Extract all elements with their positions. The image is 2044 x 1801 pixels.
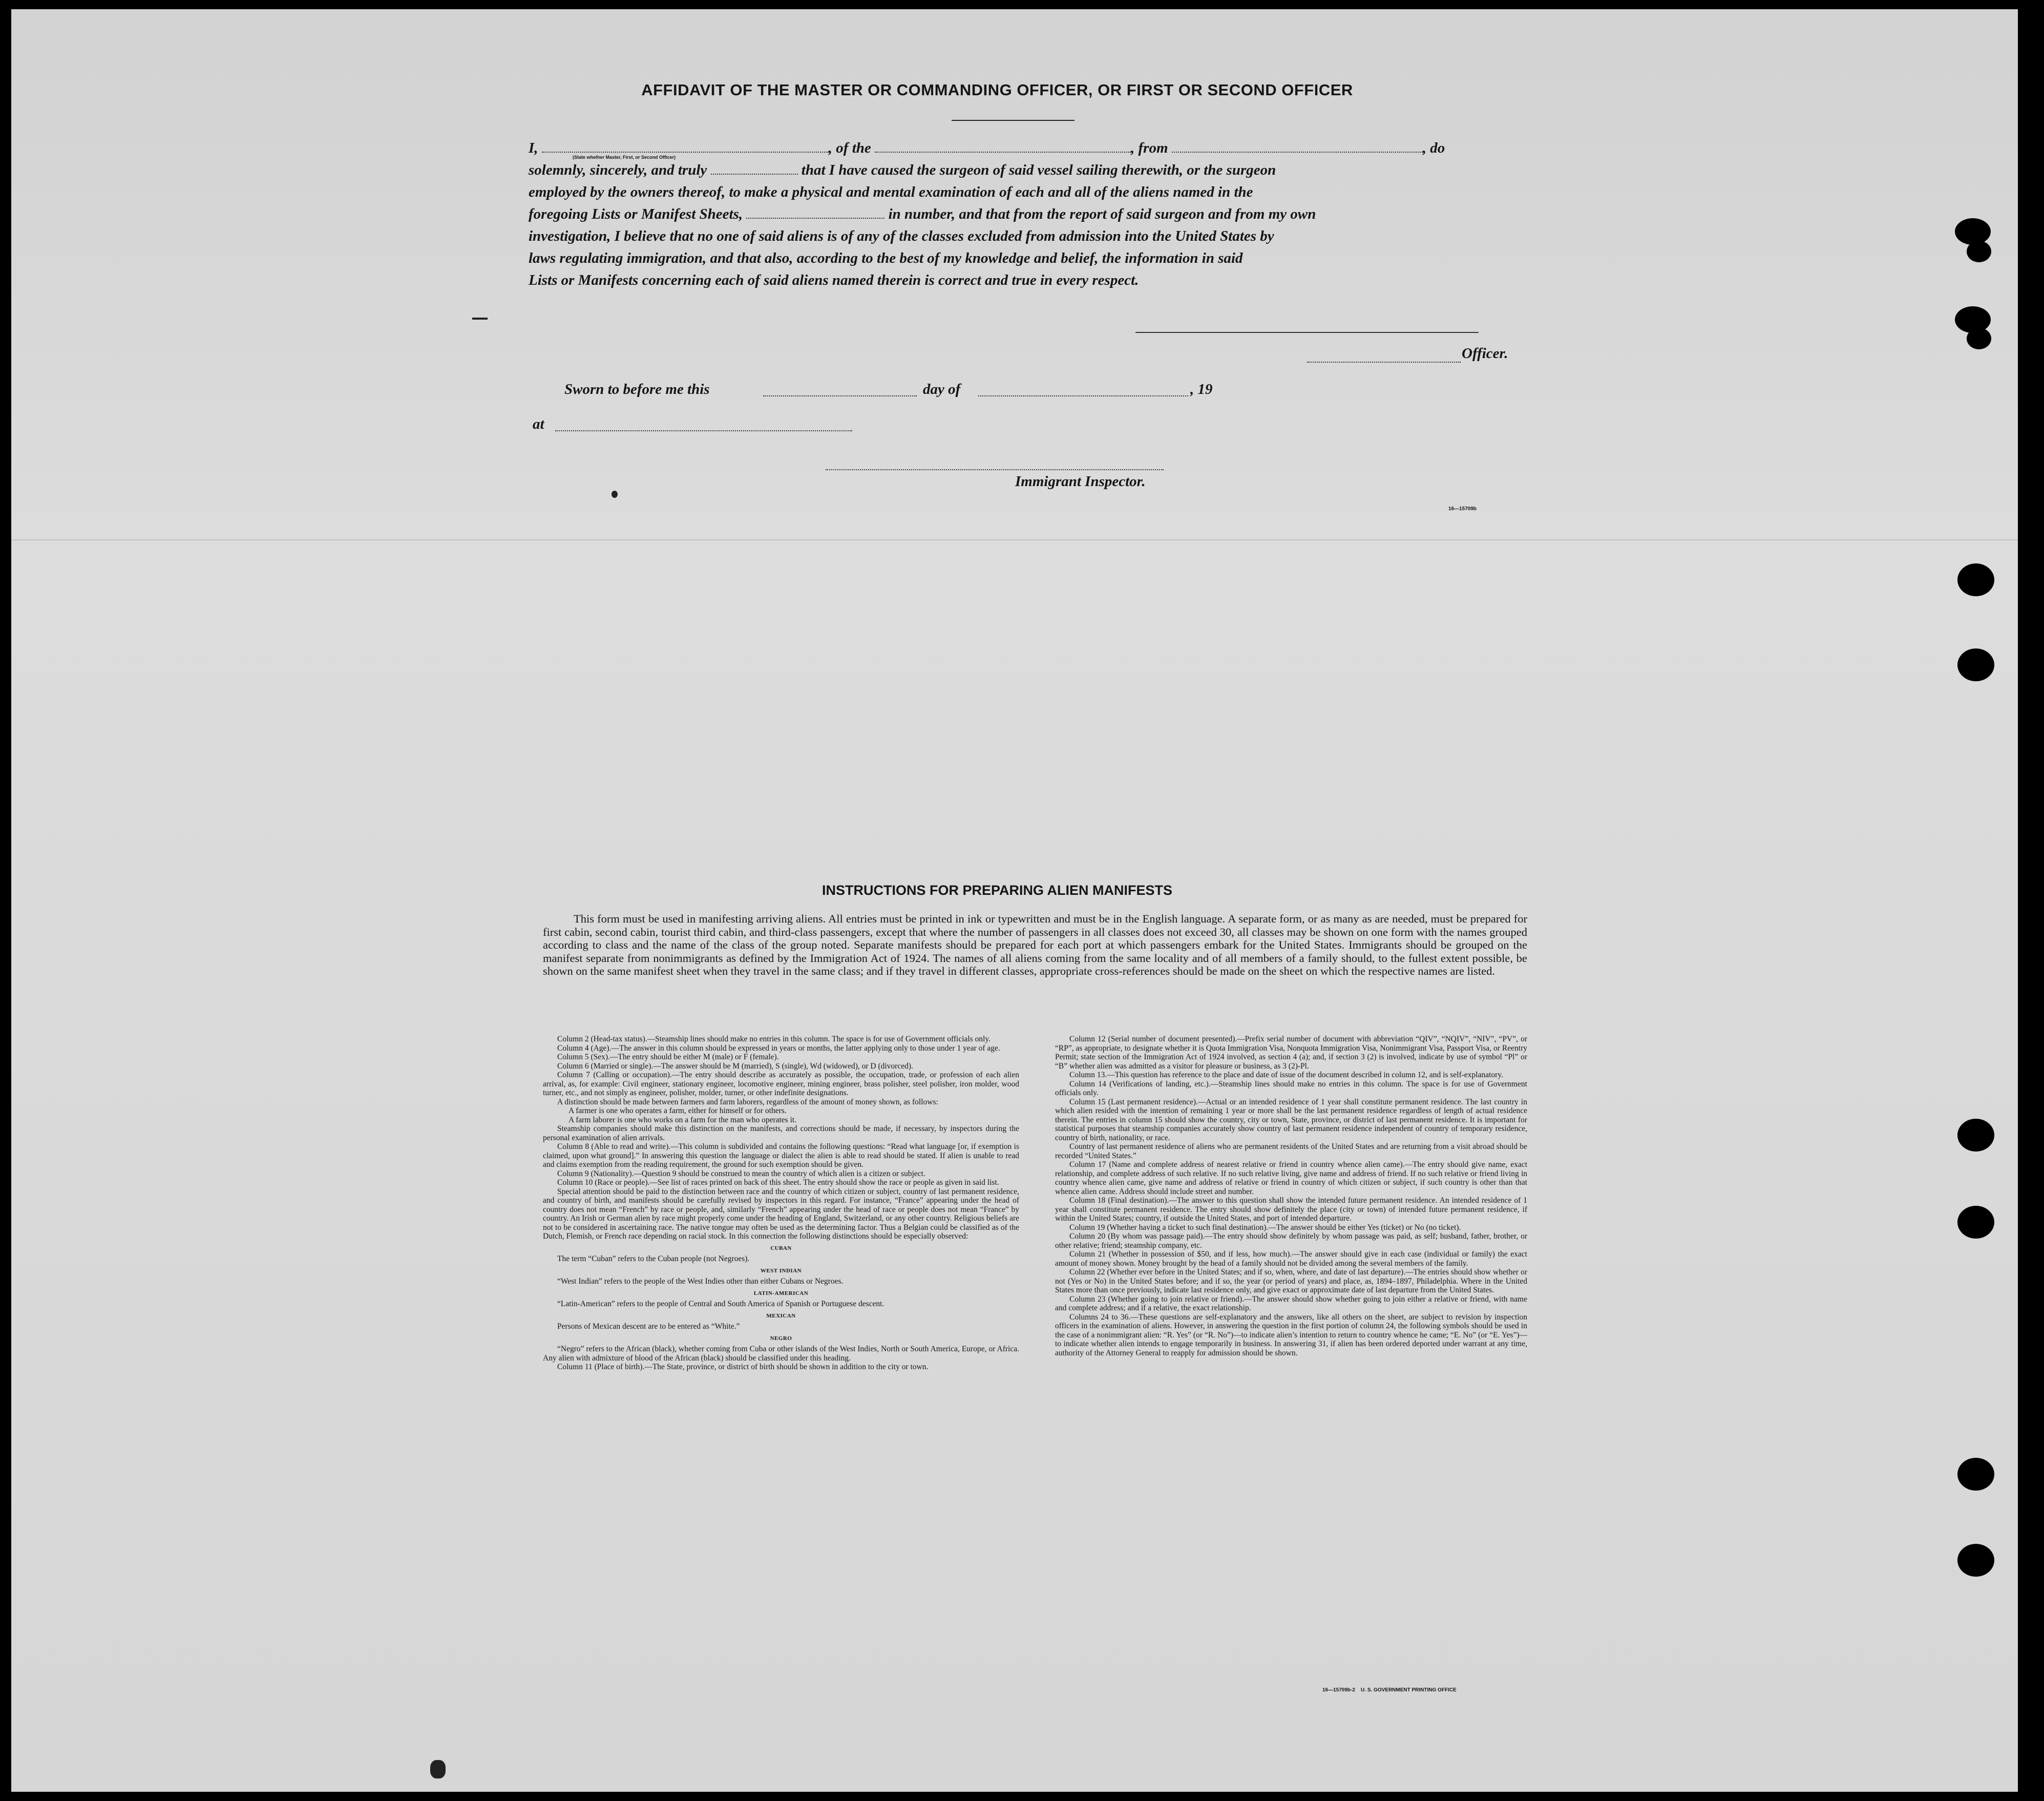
text-from: , from (1131, 140, 1168, 156)
affidavit-title: AFFIDAVIT OF THE MASTER OR COMMANDING OFFICER, OR FIRST OR SECOND OFFICER (641, 81, 1353, 99)
affidavit-body (529, 137, 1527, 291)
mexican-text: Persons of Mexican descent are to be entered as “White.” (557, 1322, 740, 1331)
printing-office-footer: 16—15709b-2 U. S. GOVERNMENT PRINTING OFFICE (1322, 1687, 1457, 1693)
text-i: I, (529, 140, 538, 156)
instructions-title: INSTRUCTIONS FOR PREPARING ALIEN MANIFESTS (821, 883, 1173, 898)
fold-line (11, 539, 2018, 540)
instruction-item: Column 18 (Final destination).—The answer to this question shall show the intended future permanent residence. An intended residence of 1 year shall constitute permanent residence. The entry should show definitely the place (city or town) of intended future permanent residence, if within the United States; country, if outside the United States, and port of intended departure. (1055, 1196, 1527, 1223)
ink-mark (430, 1760, 446, 1778)
text-in-number: in number, and that from the report of said surgeon and from my own (888, 206, 1316, 222)
text-do: , do (1422, 140, 1445, 156)
instruction-item: Column 15 (Last permanent residence).—Actual or an intended residence of 1 year shall constitute permanent residence. The last country in which alien resided with the intention of remaining 1 year or more shall be the last permanent residence regardless of length of actual residence therein. The entries in column 15 should show the country, city or town, State, province, or district of last permanent residence. It is important for statistical purposes that steamship companies accurately show country of last permanent residence independent of country of temporary residence, country of birth, nationality, or race. (1055, 1097, 1527, 1142)
west-indian-text: “West Indian” refers to the people of the West Indies other than either Cubans or Negroes. (557, 1277, 844, 1286)
day-of-label: day of (923, 381, 961, 397)
sworn-month-field[interactable] (978, 394, 1188, 396)
instruction-item: Column 12 (Serial number of document presented).—Prefix serial number of document with abbreviation “QIV”, “NQIV”, “NIV”, “PV”, or “RP”, as appropriate, to designate whether it is Quota Immigration Visa, Nonquota Immigration Visa, Nonimmigrant Visa, Passport Visa, or Reentry Permit; state section of the Immigration Act of 1924 involved, as section 4 (a); and, if section 3 (2) is involved, indicate by use of symbol “Pl” or “B” whether alien was admitted as a visitor for pleasure or business, as 3 (2)-Pl. (1055, 1035, 1527, 1071)
text-of-the: , of the (828, 140, 871, 156)
officer-label: Officer. (1462, 345, 1508, 362)
title-rule (952, 120, 1074, 121)
punch-hole (1957, 648, 1994, 681)
punch-hole (1957, 563, 1994, 596)
affidavit-line-1 (529, 137, 1527, 159)
affidavit-line-5: investigation, I believe that no one of said aliens is of any of the classes excluded from admission into the United States by (529, 228, 1274, 244)
punch-hole (1967, 328, 1991, 349)
affidavit-line-6: laws regulating immigration, and that also, according to the best of my knowledge and belief, the information in said (529, 250, 1243, 266)
instruction-item: Column 21 (Whether in possession of $50, and if less, how much).—The answer should give in each case (individual or family) the exact amount of money shown. Money brought by the head of a family should not be divided among the several members of the family. (1055, 1250, 1527, 1268)
text-surgeon: that I have caused the surgeon of said vessel sailing therewith, or the surgeon (801, 162, 1276, 178)
affidavit-line-7: Lists or Manifests concerning each of said aliens named therein is correct and true in every respect. (529, 272, 1139, 288)
form-code: 16—15709b (1448, 506, 1477, 512)
instruction-item: A distinction should be made between farmers and farm laborers, regardless of the amount of money shown, as follows: (557, 1097, 938, 1106)
instruction-item: Columns 24 to 36.—These questions are self-explanatory and the answers, like all others on the sheet, are subject to revision by inspection officers in the examination of aliens. However, in answering the question in the first portion of column 24, the following symbols should be used in the case of a nonimmigrant alien: “R. Yes” (or “R. No”)—to indicate alien’s intention to return to country whence he came; “E. No” (or “E. Yes”)—to indicate whether alien intends to engage temporarily in business. In answering 31, if alien has been ordered deported under warrant at any time, authority of the Attorney General to reapply for admission should be shown. (1055, 1312, 1527, 1357)
punch-hole (1955, 218, 1991, 245)
instructions-intro (543, 912, 1527, 978)
instruction-item: Column 20 (By whom was passage paid).—The entry should show definitely by whom passage was paid, as self; husband, father, brother, or other relative; friend; steamship company, etc. (1055, 1232, 1527, 1250)
instruction-item: A farm laborer is one who works on a farm for the man who operates it. (568, 1115, 797, 1124)
swear-affirm-field[interactable] (711, 160, 798, 175)
instruction-item: A farmer is one who operates a farm, either for himself or for others. (568, 1106, 787, 1115)
instruction-item: Column 23 (Whether going to join relative or friend).—The answer should show whether going to join either a relative or friend, with name and complete address; and if a relative, the exact relationship. (1055, 1294, 1527, 1312)
instructions-right-column (1055, 1035, 1527, 1357)
instruction-item: Special attention should be paid to the distinction between race and the country of which citizen or subject, country of last permanent residence, and country of birth, and manifests should be carefully revised by inspectors in this regard. For instance, “France” appearing under the head of country does not mean “French” by race or people, and, similarly “French” appearing under the head of race or people does not mean “France” by country. An Irish or German alien by race might properly come under the heading of England, Switzerland, or any other country. Religious beliefs are not to be considered in ascertaining race. The native tongue may often be used as the determining factor. Thus a Belgian could be classified as of the Dutch, Flemish, or French race depending on racial stock. In this connection the following distinctions should be especially observed: (543, 1187, 1019, 1241)
punch-hole (1957, 1458, 1994, 1491)
punch-hole (1957, 1119, 1994, 1151)
instruction-item: Column 19 (Whether having a ticket to such final destination).—The answer should be either Yes (ticket) or No (no ticket). (1069, 1223, 1461, 1232)
text-foregoing: foregoing Lists or Manifest Sheets, (529, 206, 743, 222)
ink-mark (472, 318, 488, 320)
punch-hole (1957, 1544, 1994, 1577)
column-11-text: Column 11 (Place of birth).—The State, province, or district of birth should be shown in addition to the city or town. (557, 1363, 929, 1371)
instruction-item: Column 9 (Nationality).—Question 9 should be construed to mean the country of which alien is a citizen or subject. (557, 1169, 925, 1178)
affidavit-line-4 (529, 203, 1527, 225)
instruction-item: Steamship companies should make this distinction on the manifests, and corrections should be made, if necessary, by inspectors during the personal examination of alien arrivals. (543, 1124, 1019, 1142)
instruction-item: Column 14 (Verifications of landing, etc.).—Steamship lines should make no entries in this column. The space is for use of Government officials only. (1055, 1079, 1527, 1097)
text-solemnly: solemnly, sincerely, and truly (529, 162, 707, 178)
inspector-label: Immigrant Inspector. (1015, 473, 1146, 490)
affidavit-line-2 (529, 159, 1527, 181)
instruction-item: Column 17 (Name and complete address of nearest relative or friend in country whence alien came).—The entry should give name, exact relationship, and complete address of such relative. If no such relative living, give name and address of friend. If no such relative or friend living in country whence alien came, give name and address of relative or friend in country of which citizen or subject, if such country is other than that whence alien came. Address should include street and number. (1055, 1160, 1527, 1196)
instruction-item: Column 2 (Head-tax status).—Steamship lines should make no entries in this column. The space is for use of Government officials only. (557, 1035, 991, 1043)
affidavit-line-3: employed by the owners thereof, to make a physical and mental examination of each and all of the aliens named in the (529, 184, 1253, 200)
instruction-item: Column 7 (Calling or occupation).—The entry should describe as accurately as possible, the occupation, trade, or profession of each alien arrival, as, for example: Civil engineer, stationary engineer, locomotive engineer, mining engineer, brass polisher, steel polisher, iron molder, wood turner, etc., and not simply as engineer, polisher, molder, turner, or other indefinite designations. (543, 1071, 1019, 1097)
heading-latin-american: LATIN-AMERICAN (753, 1290, 809, 1296)
heading-west-indian: WEST INDIAN (760, 1267, 802, 1274)
instruction-item: Column 5 (Sex).—The entry should be either M (male) or F (female). (557, 1053, 779, 1061)
heading-cuban: CUBAN (770, 1245, 792, 1251)
heading-negro: NEGRO (770, 1335, 792, 1342)
instructions-left-column (543, 1035, 1019, 1372)
rank-note: (State whether Master, First, or Second Officer) (573, 155, 676, 160)
sworn-place-field[interactable] (555, 429, 852, 431)
intro-paragraph: This form must be used in manifesting arriving aliens. All entries must be printed in ink or typewritten and must be in the English language. A separate form, or as many as are needed, must be prepared for first cabin, second cabin, tourist third cabin, and third-class passengers, except that where the number of passengers in all classes does not exceed 30, all classes may be shown on one form with the names grouped according to class and the name of the class of the group noted. Separate manifests should be prepared for each port at which passengers embark for the United States. Immigrants should be grouped on the manifest separate from nonimmigrants as defined by the Immigration Act of 1924. The names of all aliens coming from the same locality and of all members of a family should, to the fullest extent possible, be shown on the same manifest sheet when they travel in the same class; and if they travel in different classes, appropriate cross-references should be made on the sheet on which the respective names are listed. (543, 912, 1527, 977)
punch-hole (1967, 241, 1991, 262)
instruction-item: Country of last permanent residence of aliens who are permanent residents of the United States and are returning from a visit abroad should be recorded “United States.” (1055, 1142, 1527, 1160)
year-label: , 19 (1190, 381, 1213, 397)
inspector-signature-line[interactable] (826, 468, 1164, 470)
negro-text: “Negro” refers to the African (black), whether coming from Cuba or other islands of the West Indies, North or South America, Europe, or Africa. Any alien with admixture of blood of the African (black) should be classified under this heading. (543, 1345, 1019, 1363)
punch-hole (1957, 1206, 1994, 1239)
manifest-back-page (11, 9, 2018, 1792)
ink-mark (612, 491, 618, 498)
sworn-label: Sworn to before me this (564, 381, 710, 397)
instruction-item: Column 10 (Race or people).—See list of races printed on back of this sheet. The entry should show the race or people as given in said list. (557, 1178, 999, 1187)
heading-mexican: MEXICAN (766, 1312, 796, 1319)
instruction-item: Column 22 (Whether ever before in the United States; and if so, when, where, and date of last departure).—The entries should show whether or not (Yes or No) in the United States before; and if so, the year (or period of years) and place, as, 1894–1897, Philadelphia. Where in the United States more than once previously, indicate last residence only, and give exact or approximate date of last departure from the United States. (1055, 1268, 1527, 1294)
instruction-item: Column 6 (Married or single).—The answer should be M (married), S (single), Wd (widowed), or D (divorced). (557, 1061, 913, 1071)
instruction-item: Column 13.—This question has reference to the place and date of issue of the document described in column 12, and is self-explanatory. (1069, 1071, 1503, 1079)
instruction-item: Column 4 (Age).—The answer in this column should be expressed in years or months, the latter applying only to those under 1 year of age. (557, 1043, 1000, 1053)
vessel-name-field[interactable] (875, 138, 1131, 153)
latin-american-text: “Latin-American” refers to the people of Central and South America of Spanish or Portuguese descent. (557, 1300, 884, 1308)
port-from-field[interactable] (1172, 138, 1423, 153)
officer-rank-field[interactable] (542, 138, 829, 153)
signature-line[interactable] (1135, 332, 1479, 333)
cuban-text: The term “Cuban” refers to the Cuban people (not Negroes). (557, 1254, 750, 1263)
instruction-item: Column 8 (Able to read and write).—This column is subdivided and contains the following questions: “Read what language [or, if exemption is claimed, upon what ground].” In answering this question the language or dialect the alien is able to read should be stated. If alien is unable to read and claims exemption from the reading requirement, the ground for such exemption should be given. (543, 1142, 1019, 1169)
officer-title-line[interactable] (1307, 361, 1461, 363)
at-label: at (533, 416, 544, 432)
sheet-count-field[interactable] (746, 204, 884, 219)
sworn-day-field[interactable] (763, 394, 917, 396)
